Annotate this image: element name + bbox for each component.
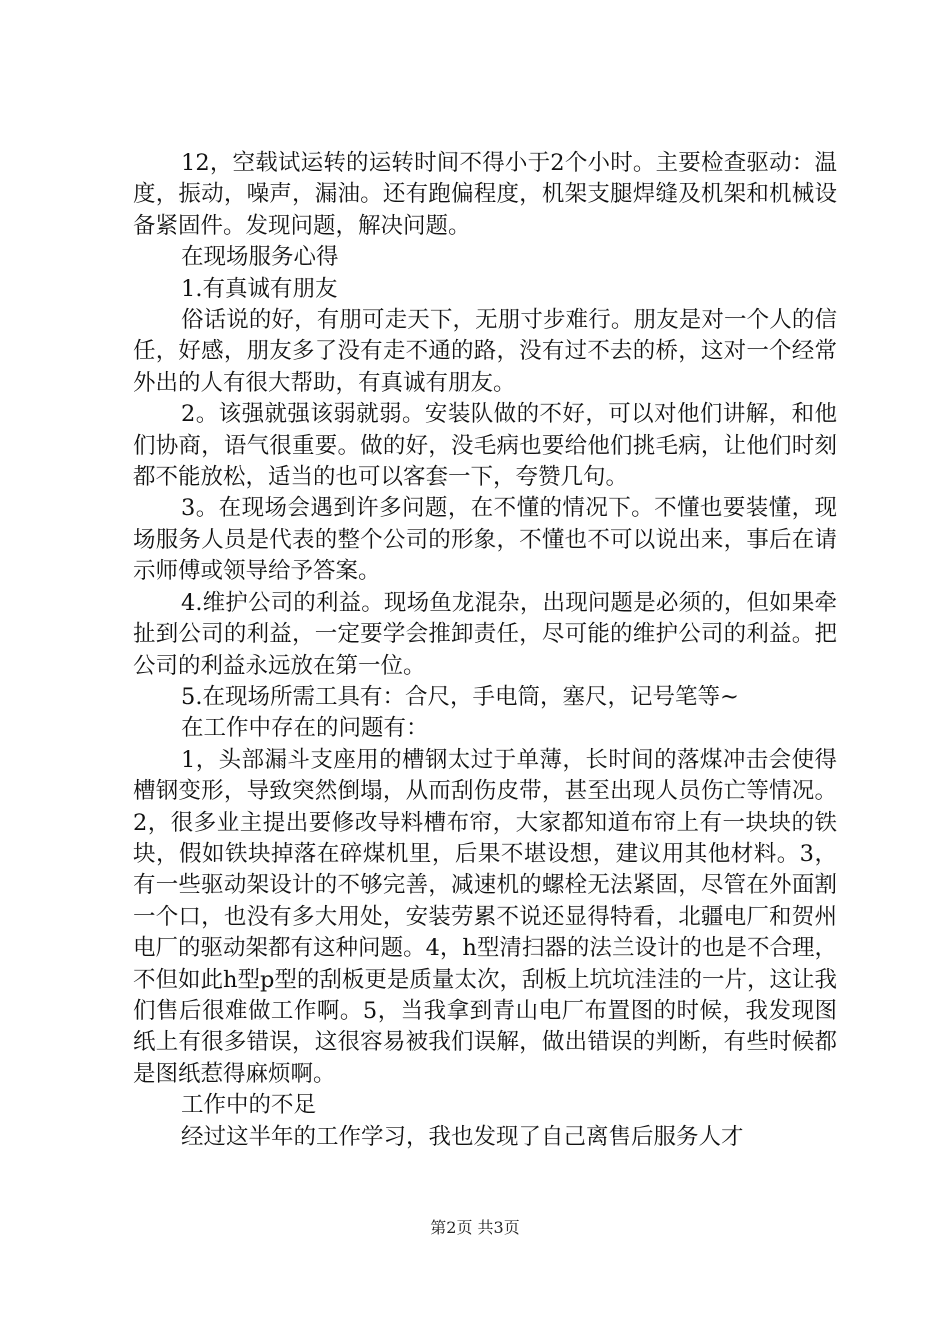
heading-work-problems: 在工作中存在的问题有： bbox=[181, 715, 429, 742]
paragraph-shortcomings: 经过这半年的工作学习，我也发现了自己离售后服务人才 bbox=[181, 1123, 744, 1150]
paragraph-no-load-test: 12，空载试运转的运转时间不得小于2个小时。主要检查驱动：温度，振动，噪声，漏油。还有跑偏程度，机架支腿焊缝及机架和机械设备紧固件。发现问题，解决问题。 bbox=[133, 150, 837, 239]
item-sincerity-friends: 1.有真诚有朋友 bbox=[181, 275, 338, 302]
item-tools-needed: 5.在现场所需工具有：合尺，手电筒，塞尺，记号笔等~ bbox=[181, 683, 739, 710]
item-problems-on-site: 3。在现场会遇到许多问题，在不懂的情况下。不懂也要装懂，现场服务人员是代表的整个公司的形象，不懂也不可以说出来，事后在请示师傅或领导给予答案。 bbox=[133, 495, 837, 585]
page-footer: 第2页 共3页 bbox=[430, 1218, 520, 1237]
heading-shortcomings: 工作中的不足 bbox=[181, 1092, 317, 1119]
item-strong-weak: 2。该强就强该弱就弱。安装队做的不好，可以对他们讲解，和他们协商，语气很重要。做的好，没毛病也要给他们挑毛病，让他们时刻都不能放松，适当的也可以客套一下，夸赞几句。 bbox=[133, 401, 837, 491]
heading-service-experience: 在现场服务心得 bbox=[181, 244, 339, 271]
item-company-interest: 4.维护公司的利益。现场鱼龙混杂，出现问题是必须的，但如果牵扯到公司的利益，一定要学会推卸责任，尽可能的维护公司的利益。把公司的利益永远放在第一位。 bbox=[133, 589, 837, 679]
paragraph-work-problems: 1，头部漏斗支座用的槽钢太过于单薄，长时间的落煤冲击会使得槽钢变形，导致突然倒塌，从而刮伤皮带，甚至出现人员伤亡等情况。2，很多业主提出要修改导料槽布帘，大家都知道布帘上有一块块的铁块，假如铁块掉落在碎煤机里，后果不堪设想，建议用其他材料。3，有一些驱动架设计的不够完善，减速机的螺栓无法紧固，尽管在外面割一个口，也没有多大用处，安装劳累不说还显得特看，北疆电厂和贺州电厂的驱动架都有这种问题。4，h型清扫器的法兰设计的也是不合理，不但如此h型p型的刮板更是质量太次，刮板上坑坑洼洼的一片，这让我们售后很难做工作啊。5，当我拿到青山电厂布置图的时候，我发现图纸上有很多错误，这很容易被我们误解，做出错误的判断，有些时候都是图纸惹得麻烦啊。 bbox=[133, 746, 837, 1087]
document-body bbox=[133, 148, 837, 1153]
paragraph-friends: 俗话说的好，有朋可走天下，无朋寸步难行。朋友是对一个人的信任，好感，朋友多了没有走不通的路，没有过不去的桥，这对一个经常外出的人有很大帮助，有真诚有朋友。 bbox=[133, 307, 837, 396]
